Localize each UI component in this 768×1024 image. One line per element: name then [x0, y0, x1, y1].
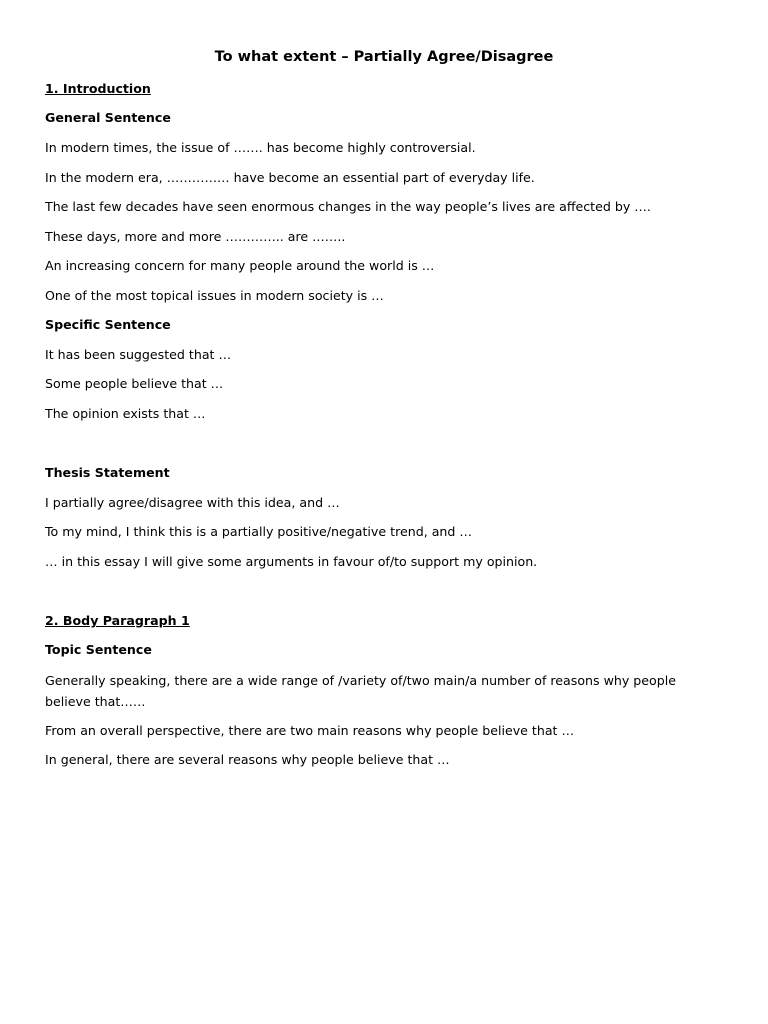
specific-sentence-line: Some people believe that … — [45, 376, 224, 391]
specific-sentence-line: It has been suggested that … — [45, 347, 232, 362]
general-sentence-line: An increasing concern for many people around the world is … — [45, 258, 435, 273]
thesis-statement-line: To my mind, I think this is a partially positive/negative trend, and … — [45, 524, 472, 539]
topic-sentence-line: Generally speaking, there are a wide range of /variety of/two main/a number of reasons why people believe that…… — [45, 673, 676, 709]
introduction-heading: 1. Introduction — [45, 81, 151, 96]
specific-sentence-line: The opinion exists that … — [45, 406, 206, 421]
specific-sentence-heading: Specific Sentence — [45, 317, 171, 332]
body-paragraph-1-heading: 2. Body Paragraph 1 — [45, 613, 190, 628]
topic-sentence-heading: Topic Sentence — [45, 642, 152, 657]
general-sentence-line: In the modern era, …………… have become an essential part of everyday life. — [45, 170, 535, 185]
general-sentence-heading: General Sentence — [45, 110, 171, 125]
topic-sentence-line: In general, there are several reasons why people believe that … — [45, 752, 450, 767]
thesis-statement-line: I partially agree/disagree with this idea, and … — [45, 495, 340, 510]
general-sentence-line: One of the most topical issues in modern society is … — [45, 288, 384, 303]
general-sentence-line: The last few decades have seen enormous changes in the way people’s lives are affected by …. — [45, 199, 651, 214]
document-title: To what extent – Partially Agree/Disagree — [214, 49, 554, 65]
topic-sentence-line: From an overall perspective, there are two main reasons why people believe that … — [45, 723, 575, 738]
general-sentence-line: In modern times, the issue of ……. has become highly controversial. — [45, 140, 476, 155]
general-sentence-line: These days, more and more ………….. are …….. — [45, 229, 346, 244]
thesis-statement-heading: Thesis Statement — [45, 465, 170, 480]
thesis-statement-line: … in this essay I will give some arguments in favour of/to support my opinion. — [45, 554, 538, 569]
